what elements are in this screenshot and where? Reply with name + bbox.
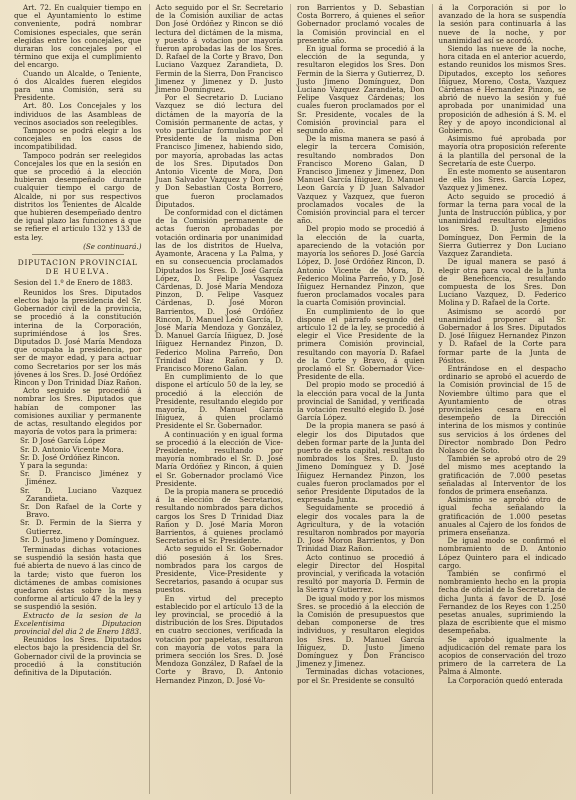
paragraph: De igual modo se confirmó el nombramiento de D. Antonio López Quintero para el indicado cargo. bbox=[438, 536, 566, 570]
paragraph: Art. 72. En cualquier tiempo en que el Ayuntamiento lo estime conveniente, podrá nombrar Comisiones especiales, que serán elegidas entre los concejales, que duraran los concejales por el término que exija el cumplimiento del encargo. bbox=[14, 4, 142, 70]
list-item: Sr. D. Francisco Jiménez y Jiménez. bbox=[20, 469, 142, 487]
list-item: Sr. Don Rafael de la Corte y Bravo. bbox=[20, 501, 142, 520]
paragraph: De la misma manera se pasó á elegir la tercera Comisión, resultando nombrados Don Francisco Moreno Galan, D Francisco Jimenez y Jimenez, Don Manuel García Iñiguez, D. Manuel Leon García y D Juan Salvador Vazquez y Vazquez, que fueron proclamados vocales de la Comisión provincial para el tercer año. bbox=[297, 134, 425, 226]
paragraph: ron Barrientos y D. Sebastian Costa Borrero, á quienes el señor Gobernador proclamó vocales de la Comisión provincial en el presente año. bbox=[297, 4, 425, 45]
paragraph: En este momento se ausentaron de ella los Sres. García Lopez, Vazquez y Jimenez. bbox=[438, 167, 566, 193]
paragraph: Entrándose en el despacho ordinario se aprobó el acuerdo de la Comisión provincial de 15 de Noviembre último para que el Ayuntamiento de otras provinciales cesara en el desempeño de la Dirección interina de los mismos y continúe sus servicios á los órdenes del Director nombrado Don Pedro Nolasco de Soto. bbox=[438, 363, 566, 455]
paragraph: De conformidad con el dictámen de la Comisión permanente de actas fueron aprobadas por votación ordinaria por unanimidad las de los distritos de Huelva, Ayamonte, Aracena y La Palma, y en su consecuencia proclamados Diputados los Sres. D. José García López, D. Felipe Vasquez Cárdenas, D. José María Mendoza Pinzon, D. Felipe Vasquez Cárdenas, D. José Moron Barrientos, D. José Ordóñez Rincon, D. Manuel León García, D. José María Mendoza y González, D. Manuel García Iñiguez, D. José Iñiguez Hernandez Pinzon, D. Federico Molina Parreño, Don Trinidad Diaz Rañon y D. Francisco Moreno Galan. bbox=[155, 208, 283, 373]
paragraph: Reunidos los Sres. Diputados electos bajo la presidencia del Sr. Gobernador civil de la provincia, se procedió á la constitución interina de la Corporación, suprimiéndose á los Sres. Diputados D. José María Mendoza que ocupaba la presidencia, por ser de mayor edad, y para actuar como Secretarios por ser los más jóvenes á los Sres. D. José Ordóñez Rincon y Don Trinidad Díaz Rañon. bbox=[14, 287, 142, 387]
list-item: Sr. D. Antonio Vicente Mora. bbox=[20, 444, 124, 454]
paragraph: También se aprobó otro de 29 del mismo mes aceptando la gratificación de 7.000 pesetas señaladas al Interventor de los fondos de primera enseñanza. bbox=[438, 454, 566, 496]
paragraph: De la propia manera se procedió á la elección de Secretarios, resultando nombrados para dichos cargos los Sres D Trinidad Diaz Rañon y D. José María Moron Barrientos, á quienes proclamó Secretarios el Sr. Presidente. bbox=[155, 486, 283, 546]
list-item: Sr. D. Luciano Vazquez Zarandieta. bbox=[20, 485, 142, 503]
paragraph: Cuando un Alcalde, o Teniente, ó dos Alcaldes fueren elegidos para una Comisión, será su Presidente. bbox=[14, 68, 142, 103]
list-item: Y para la segunda: bbox=[20, 460, 88, 470]
paragraph: De la propia manera se pasó á elegir los dos Diputados que deben formar parte de la Junta del puerto de esta capital, resultan do nombrados los Sres. D. Justo Jimeno Domínguez y D. José Iñiguez Hernandez Pinzon, los cuales fueron proclamados por el señor Presidente Diputados de la expresada Junta. bbox=[297, 421, 425, 505]
section-heading: DIPUTACION PROVINCIAL bbox=[17, 258, 138, 268]
paragraph: En igual forma se procedió á la elección de la segunda, y resultaron elegidos los Sres. Don Fermin de la Sierra y Gutierrez, D. Justo Jimeno Domínguez, Don Luciano Vazquez Zarandieta, Don Felipe Vasquez Cárdenas; los cuales fueron proclamados por el Sr. Presidente, vocales de la Comisión provincial para el segundo año. bbox=[297, 44, 425, 136]
paragraph: Siendo las nueve de la noche, hora citada en el anterior acuerdo, estando reunidos los mismos Sres. Diputados, excepto los señores Iñiguez, Moreno, Costa, Vazquez Cárdenas é Hernandez Pinzon, se abrió de nuevo la sesión y fué aprobada por unanimidad una proposición de adhesión á S. M. el Rey y de apoyo incondicional al Gobierno. bbox=[438, 44, 566, 136]
paragraph: Asimismo se aprobó otro de igual fecha señalando la gratificación de 1.000 pesetas anuales al Cajero de los fondos de primera enseñanza. bbox=[438, 495, 566, 537]
paragraph: Asimismo se acordó por unanimidad proponer al Sr. Gobernador á los Sres. Diputados D. José Iñiguez Hernandez Pinzon y D. Rafael de la Corte para formar parte de la Junta de Pósitos. bbox=[438, 306, 566, 365]
paragraph: En virtud del precepto establecido por el artículo 13 de la ley provincial, se procedió á la distribución de los Sres. Diputados en cuatro secciones, verificada la votación por papeletas, resultaron con mayoría de votos para la primera sección los Sres. D. José Mendoza González, D Rafael de la Corte y Bravo, D. Antonio Hernandez Pinzon, D. José Vo- bbox=[155, 593, 283, 685]
paragraph: Art. 80. Los Concejales y los individuos de las Asambleas de vecinos asociados son reelegibles. bbox=[14, 101, 142, 127]
paragraph: Asimismo fué aprobada por mayoría otra proposición referente á la plantilla del personal de la Secretaría de este Cuerpo. bbox=[438, 134, 566, 168]
paragraph: Del propio modo se procedió á la elección de la cuarta, apareciendo de la votación por mayoría los señores D. José García López, D. José Ordóñez Rincon, D. Antonio Vicente de Mora, D. Federico Molina Parreño, y D. José Iñiguez Hernandez Pinzon, que fueron proclamados vocales para la cuarta Comisión provincial. bbox=[297, 224, 425, 308]
continuation-note: (Se continuará.) bbox=[83, 241, 142, 251]
paragraph: A continuación y en igual forma se procedió á la elección de Vice-Presidente, resultando por mayoría nombrado el Sr. D. José María Ordóñez y Rincon, á quien el Sr. Gobernador proclamó Vice Presidente. bbox=[155, 429, 283, 488]
paragraph: De igual manera se pasó á elegir otra para vocal de la Junta de Beneficencia, resultando compuesta de los Sres. Don Luciano Vazquez, D. Federico Molina y D. Rafael de la Corte. bbox=[438, 257, 566, 308]
paragraph: También se confirmó el nombramiento hecho en la propia fecha de oficial de la Secretaría de dicha Junta á favor de D. José Fernandez de los Reyes con 1.250 pesetas anuales, suprimiendo la plaza de escribiente que el mismo desempeñaba. bbox=[438, 569, 566, 636]
paragraph: La Corporación quedó enterada bbox=[447, 675, 563, 685]
column-3 bbox=[290, 4, 425, 794]
list-item: Sr. D. José Ordóñez Rincon. bbox=[20, 452, 120, 462]
paragraph: Terminadas dichas votaciones, por el Sr. Presidente se consultó bbox=[297, 667, 425, 685]
paragraph: Acto seguido por el Sr. Secretario de la Comisión auxiliar de actas Don José Ordóñez y Rincon se dió lectura del dictámen de la misma, y puesto á votacion por mayoría fueron aprobadas las de los Sres. D. Rafael de la Corte y Bravo, Don Luciano Vazquez Zarandieta, D. Fermin de la Sierra, Don Francisco Jimenez y Jimenez y D. Justo Jimeno Domínguez. bbox=[155, 4, 283, 95]
paragraph: En cumplimiento de lo que dispone el artículo 50 de la ley, se procedió á la elección de Presidente, resultando elegido por mayoría, D. Manuel García Iñiguez, á quien proclamó Presidente el Sr. Gobernador. bbox=[155, 372, 283, 431]
paragraph: Se aprobó igualmente la adjudicación del remate para los acopios de conservación del trozo primero de la carretera de La Palma á Almonte. bbox=[438, 634, 566, 677]
paragraph: Reunidos los Sres. Diputados electos bajo la presidencia del Sr. Gobernador civil de la provincia se procedió á la constitución definitiva de la Diputación. bbox=[14, 635, 142, 678]
paragraph: Acto seguido se procedió á nombrar los Sres. Diputados que habían de componer las comisiones auxiliar y permanente de actas, resultando elegidos por mayoría de votos para la primera: bbox=[14, 386, 142, 437]
list-item: Sr. D. Justo Jimeno y Domínguez. bbox=[20, 534, 140, 544]
paragraph: Acto seguido se procedió á formar la terna para vocal de la Junta de Instrucción pública, y por unanimidad resultaron elegidos los Sres. D. Justo Jimeno Domínguez, Don Fermin de la Sierra Gutierrez y Don Luciano Vazquez Zarandieta. bbox=[438, 191, 566, 259]
paragraph: Por el Secretario D. Luciano Vazquez se dió lectura del dictámen de la mayoría de la Comisión permanente de actas, y voto particular formulado por el Presidente de la misma Don Francisco Jimenez, habiendo sido, por mayoría, aprobadas las actas de los Sres. Diputados Don Antonio Vicente de Mora, Don Juan Salvador Vazquez y Don José y Don Sebastian Costa Borrero, que fueron proclamados Diputados. bbox=[155, 93, 283, 209]
member-list bbox=[14, 437, 142, 544]
paragraph: Terminadas dichas votaciones se suspendió la sesión hasta que fué abierta de nuevo á las cinco de la tarde; visto que fueron los dictámenes de ambas comisiones quedaron éstas sobre la mesa conforme al artículo 47 de la ley y se suspendió la sesión. bbox=[14, 545, 142, 612]
paragraph: De igual modo y por los mismos Sres. se procedió á la elección de la Comisión de presupuestos que deban componerse de tres individuos, y resultaron elegidos los Sres. D. Manuel García Iñiguez, D. Justo Jimeno Domínguez y Don Francisco Jimenez y Jimenez. bbox=[297, 593, 425, 669]
column-2 bbox=[149, 4, 284, 794]
paragraph: Tampoco se podrá elegir a los concejales en los casos de incompatibilidad. bbox=[14, 126, 142, 152]
list-item: Sr. D José García López bbox=[20, 436, 106, 446]
column-4 bbox=[432, 4, 567, 794]
paragraph: En cumplimiento de lo que dispone el párrafo segundo del artículo 12 de la ley, se procedió á elegir el Vice Presidente de la primera Comisión provincial, resultando con mayoría D. Rafael de la Corte y Bravo, á quien proclamó el Sr. Gobernador Vice-Presidente de ella. bbox=[297, 306, 425, 382]
paragraph: Tampoco podrán ser reelegidos Concejales los que en la sesión en que se procedió á la elección hubieran desempeñado durante cualquier tiempo el cargo de Alcalde, ni por sus respectivos distritos los Tenientes de Alcalde que hubieren desempeñado dentro de igual plazo las funciones á que se refiere el artículo 132 y 133 de esta ley. bbox=[14, 150, 142, 242]
paragraph: Acto continuo se procedió á elegir Director del Hospital provincial, y verificada la votación resultó por mayoría D. Fermin de la Sierra y Gutierrez. bbox=[297, 552, 425, 595]
paragraph: Acto seguido el Sr. Gobernador dió posesión á los Sres. nombrados para los cargos de Presidente, Vice-Presidente y Secretarios, pasando á ocupar sus puestos. bbox=[155, 544, 283, 595]
paragraph: á la Corporación si por lo avanzado de la hora se suspendía la sesión para continuarla á las nueve de la noche, y por unanimidad así se acordó. bbox=[438, 4, 566, 45]
list-item: Sr. D. Fermin de la Sierra y Gutierrez. bbox=[20, 518, 142, 536]
paragraph: Del propio modo se procedió á la elección para vocal de la Junta provincial de Sanidad, y verificada la votación resultó elegido D. José García López. bbox=[297, 380, 425, 423]
column-1 bbox=[14, 4, 142, 794]
text-columns bbox=[14, 4, 566, 794]
session-date: Sesion del 1.º de Enero de 1883. bbox=[14, 277, 133, 287]
section-divider bbox=[32, 254, 124, 255]
extract-heading: Extracto de la sesion de la Excelentisima Diputacion provincial del dia 2 de Enero 1883. bbox=[14, 610, 142, 637]
section-subheading: DE HUELVA. bbox=[45, 267, 111, 277]
paragraph: Seguidamente se procedió á elegir dos vocales para la de Agricultura, y de la votación resultaron nombrados por mayoría D. José Moron Barrientos, y Don Trinidad Diaz Rañon. bbox=[297, 503, 425, 554]
